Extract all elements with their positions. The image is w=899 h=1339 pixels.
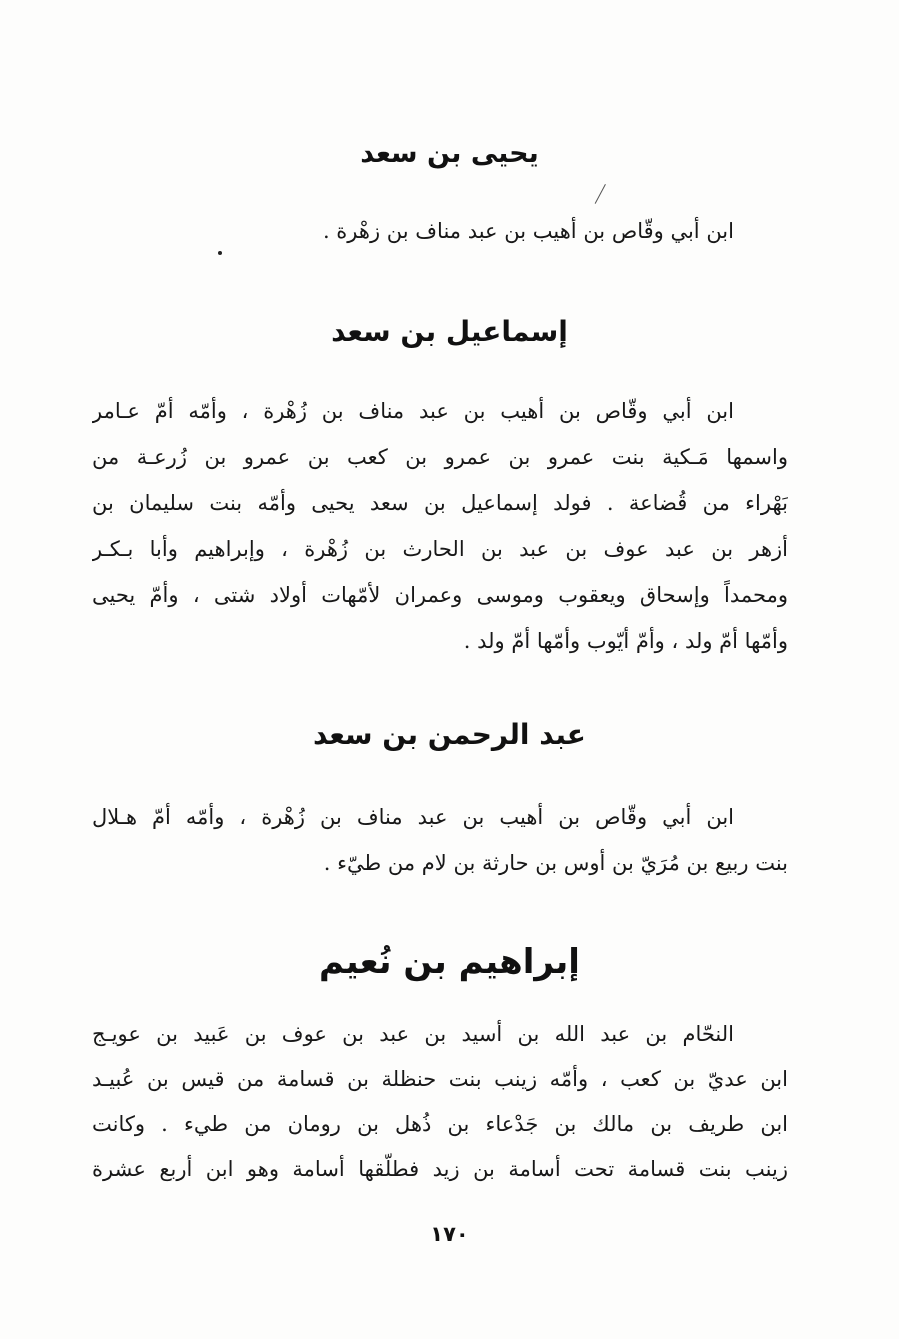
section-body-ismail [92, 388, 788, 664]
section-heading-abd-al-rahman: عبد الرحمن بن سعد [313, 718, 586, 751]
section-body-yahya [92, 208, 788, 254]
text-line: النحّام بن عبد الله بن أسيد بن عبد بن عوف بن عَبيد بن عويـج [92, 1022, 734, 1046]
ink-stroke [595, 184, 606, 204]
text-line: ابن أبي وقّاص بن أهيب بن عبد مناف بن زُهْرة ، وأمّه أمّ عـامر [92, 399, 734, 423]
section-body-abd-al-rahman [92, 794, 788, 886]
text-line: بنت ربيع بن مُرَيّ بن أوس بن حارثة بن لام من طيّء . [323, 851, 788, 875]
text-line: ابن طريف بن مالك بن جَدْعاء بن ذُهل بن رومان من طيء . وكانت [92, 1112, 788, 1136]
section-body-ibrahim [92, 1012, 788, 1192]
text-line: واسمها مَـكية بنت عمرو بن عمرو بن كعب بن عمرو بن زُرعـة من [92, 445, 788, 469]
text-line: وأمّها أمّ ولد ، وأمّ أيّوب وأمّها أمّ ولد . [463, 629, 788, 653]
text-line: بَهْراء من قُضاعة . فولد إسماعيل بن سعد يحيى وأمّه بنت سليمان بن [92, 491, 788, 515]
section-heading-ibrahim: إبراهيم بن نُعيم [319, 942, 580, 982]
section-heading-yahya: يحيى بن سعد [360, 138, 539, 169]
text-line: ابن أبي وقّاص بن أهيب بن عبد مناف بن زُهْرة ، وأمّه أمّ هـلال [92, 805, 734, 829]
text-line: ابن عديّ بن كعب ، وأمّه زينب بنت حنظلة بن قسامة من قيس بن عُبيـد [92, 1067, 788, 1091]
text-line: زينب بنت قسامة تحت أسامة بن زيد فطلّقها أسامة وهو ابن أربع عشرة [92, 1157, 788, 1181]
text-line: ومحمداً وإسحاق ويعقوب وموسى وعمران لأمّهات أولاد شتى ، وأمّ يحيى [92, 583, 788, 607]
text-line: ابن أبي وقّاص بن أهيب بن عبد مناف بن زهْرة . [322, 219, 734, 243]
text-line: أزهر بن عبد عوف بن عبد بن الحارث بن زُهْرة ، وإبراهيم وأبا بـكـر [92, 537, 788, 561]
page-number: ١٧٠ [430, 1222, 469, 1246]
section-heading-ismail: إسماعيل بن سعد [331, 315, 568, 348]
